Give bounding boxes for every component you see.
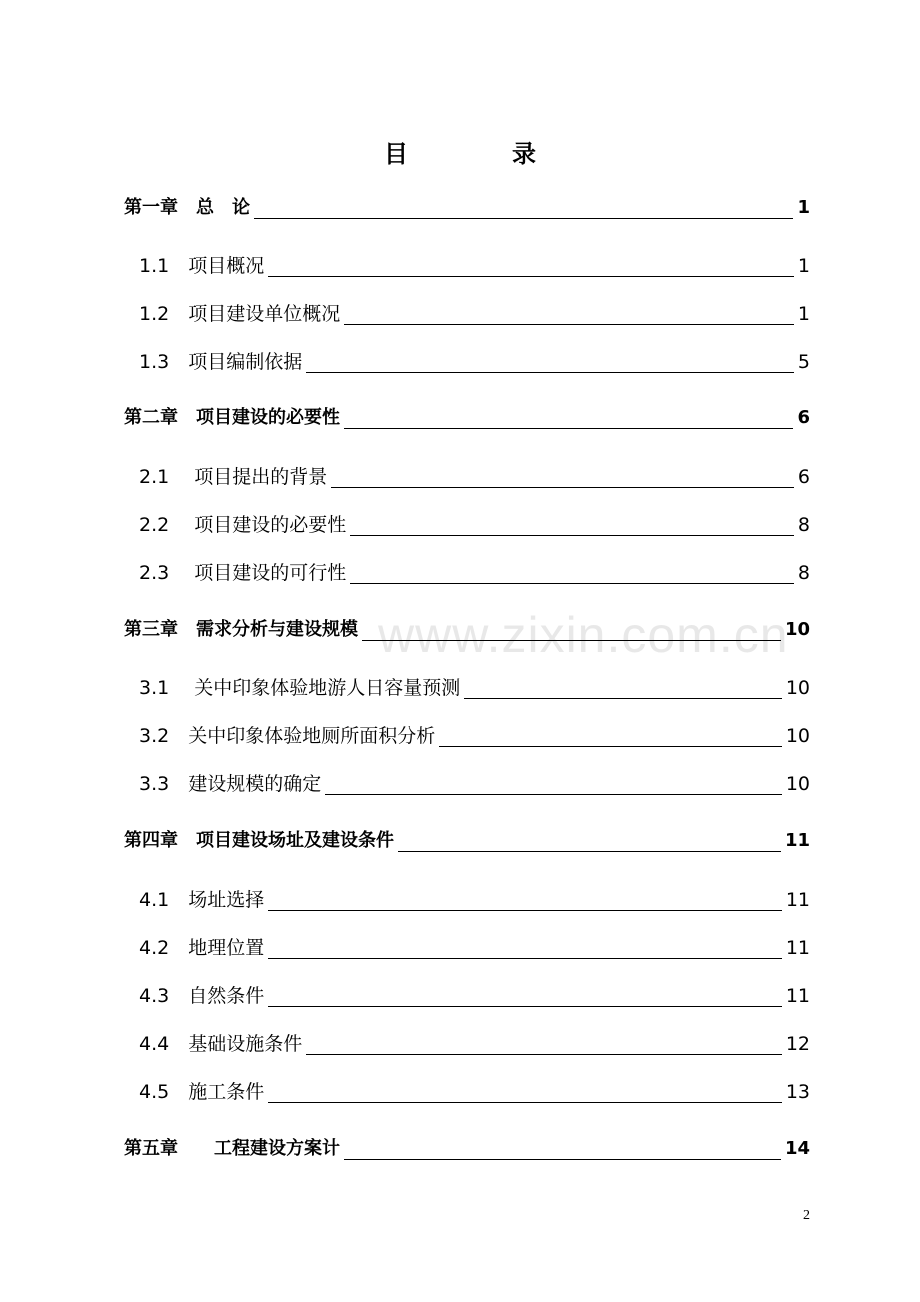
toc-section-4-5[interactable] <box>139 1077 810 1107</box>
toc-section-3-2[interactable] <box>139 721 810 751</box>
watermark: www.zixin.com.cn <box>378 607 789 663</box>
toc-label: 4.3 自然条件 <box>139 985 265 1007</box>
toc-section-4-3[interactable] <box>139 981 810 1011</box>
toc-section-1-1[interactable] <box>139 251 810 281</box>
toc-label: 第五章 工程建设方案计 <box>124 1138 340 1159</box>
toc-leader-line <box>268 1006 782 1007</box>
toc-leader-line <box>344 428 793 429</box>
toc-leader-line <box>344 324 794 325</box>
toc-leader-line <box>325 794 782 795</box>
toc-page-number: 5 <box>797 351 810 373</box>
toc-leader-line <box>398 851 781 852</box>
toc-section-1-3[interactable] <box>139 347 810 377</box>
toc-leader-line <box>362 640 781 641</box>
toc-label: 4.1 场址选择 <box>139 889 265 911</box>
toc-page-number: 14 <box>784 1138 810 1159</box>
toc-page-number: 1 <box>797 303 810 325</box>
toc-page-number: 10 <box>784 619 810 640</box>
toc-leader-line <box>350 535 794 536</box>
toc-section-2-3[interactable] <box>139 558 810 588</box>
toc-page-number: 1 <box>797 197 810 218</box>
toc-page-number: 11 <box>785 937 810 959</box>
toc-leader-line <box>344 1159 781 1160</box>
toc-page-number: 11 <box>784 830 810 851</box>
toc-leader-line <box>268 910 782 911</box>
toc-label: 第二章 项目建设的必要性 <box>124 407 340 428</box>
toc-leader-line <box>306 1054 782 1055</box>
page-number: 2 <box>803 1208 810 1223</box>
toc-label: 3.1 关中印象体验地游人日容量预测 <box>139 677 461 699</box>
toc-leader-line <box>268 276 794 277</box>
toc-label: 1.2 项目建设单位概况 <box>139 303 341 325</box>
toc-leader-line <box>439 746 782 747</box>
toc-chapter-3[interactable] <box>124 615 810 645</box>
toc-section-3-1[interactable] <box>139 673 810 703</box>
toc-label: 3.3 建设规模的确定 <box>139 773 322 795</box>
toc-page-number: 6 <box>797 407 810 428</box>
toc-page-number: 1 <box>797 255 810 277</box>
toc-chapter-5[interactable] <box>124 1134 810 1164</box>
toc-leader-line <box>268 958 782 959</box>
toc-leader-line <box>254 218 793 219</box>
toc-leader-line <box>306 372 794 373</box>
toc-page-number: 6 <box>797 466 810 488</box>
toc-page-number: 8 <box>797 562 810 584</box>
toc-chapter-1[interactable] <box>124 193 810 223</box>
toc-page-number: 12 <box>785 1033 810 1055</box>
toc-leader-line <box>350 583 794 584</box>
toc-page-number: 11 <box>785 985 810 1007</box>
toc-page-number: 10 <box>785 725 810 747</box>
toc-leader-line <box>331 487 794 488</box>
toc-section-4-2[interactable] <box>139 933 810 963</box>
toc-leader-line <box>268 1102 782 1103</box>
toc-label: 第四章 项目建设场址及建设条件 <box>124 830 394 851</box>
toc-section-4-4[interactable] <box>139 1029 810 1059</box>
toc-section-2-2[interactable] <box>139 510 810 540</box>
toc-page-number: 10 <box>785 773 810 795</box>
toc-label: 1.3 项目编制依据 <box>139 351 303 373</box>
toc-label: 3.2 关中印象体验地厕所面积分析 <box>139 725 436 747</box>
toc-page-number: 13 <box>785 1081 810 1103</box>
toc-section-2-1[interactable] <box>139 462 810 492</box>
toc-page-number: 10 <box>785 677 810 699</box>
toc-label: 第三章 需求分析与建设规模 <box>124 619 358 640</box>
toc-section-1-2[interactable] <box>139 299 810 329</box>
toc-label: 4.2 地理位置 <box>139 937 265 959</box>
toc-leader-line <box>464 698 782 699</box>
toc-label: 1.1 项目概况 <box>139 255 265 277</box>
toc-section-4-1[interactable] <box>139 885 810 915</box>
toc-label: 4.5 施工条件 <box>139 1081 265 1103</box>
toc-label: 4.4 基础设施条件 <box>139 1033 303 1055</box>
toc-label: 2.1 项目提出的背景 <box>139 466 328 488</box>
toc-label: 2.2 项目建设的必要性 <box>139 514 347 536</box>
toc-label: 第一章 总 论 <box>124 197 250 218</box>
toc-page-number: 8 <box>797 514 810 536</box>
toc-section-3-3[interactable] <box>139 769 810 799</box>
toc-page-number: 11 <box>785 889 810 911</box>
page-title: 目 录 <box>384 140 576 168</box>
toc-chapter-2[interactable] <box>124 403 810 433</box>
toc-label: 2.3 项目建设的可行性 <box>139 562 347 584</box>
toc-chapter-4[interactable] <box>124 826 810 856</box>
